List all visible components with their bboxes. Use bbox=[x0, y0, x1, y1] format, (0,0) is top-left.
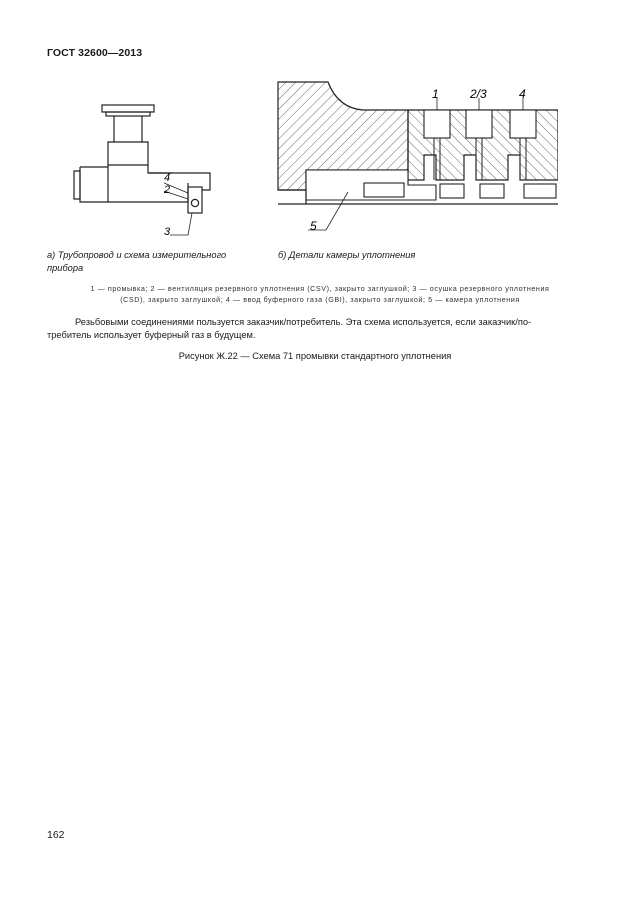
flange-neck bbox=[106, 112, 150, 116]
legend-line1: 1 — промывка; 2 — вентиляция резервного уплотнения (CSV), закрыто заглушкой; 3 — осушка резервного уплотнения bbox=[90, 284, 550, 293]
callout-3-a: 3 bbox=[164, 226, 171, 238]
figure-a-caption-line2: прибора bbox=[47, 262, 84, 273]
flange-top bbox=[102, 105, 154, 112]
figure-a-pipe-diagram bbox=[60, 95, 235, 245]
document-header: ГОСТ 32600—2013 bbox=[47, 47, 143, 59]
callout-5-b: 5 bbox=[310, 219, 317, 233]
callout-2-3-b: 2/3 bbox=[470, 87, 487, 101]
port-4 bbox=[510, 110, 536, 138]
callout-2-a: 2 bbox=[164, 184, 171, 196]
figure-legend bbox=[60, 283, 580, 305]
figure-title: Рисунок Ж.22 — Схема 71 промывки стандартного уплотнения bbox=[178, 351, 452, 361]
callout-1-b: 1 bbox=[432, 87, 439, 101]
paragraph-line1: Резьбовыми соединениями пользуется заказчик/потребитель. Эта схема используется, если заказчик/по- bbox=[75, 317, 532, 327]
callout-4-b: 4 bbox=[519, 87, 526, 101]
figure-a-caption-line1: а) Трубопровод и схема измерительного bbox=[47, 250, 227, 260]
page-number: 162 bbox=[47, 829, 65, 841]
paragraph-line2: требитель использует буферный газ в будущем. bbox=[47, 329, 256, 340]
port-1 bbox=[424, 110, 450, 138]
figure-b-caption: б) Детали камеры уплотнения bbox=[278, 250, 416, 260]
body-paragraph bbox=[47, 316, 582, 341]
legend-line2: (CSD), закрыто заглушкой; 4 — ввод буферного газа (GBI), закрыто заглушкой; 5 — камера уплотнения bbox=[120, 295, 520, 304]
callout-4-a: 4 bbox=[164, 172, 171, 184]
figure-a-caption bbox=[47, 249, 257, 274]
port-2-3 bbox=[466, 110, 492, 138]
figure-b-seal-chamber bbox=[268, 80, 558, 240]
